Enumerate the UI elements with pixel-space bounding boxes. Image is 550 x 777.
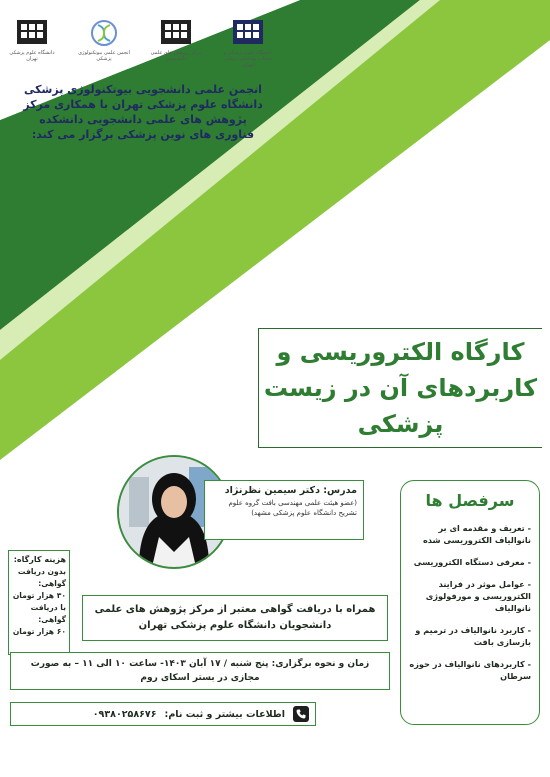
biotech-dna-icon	[87, 18, 121, 48]
workshop-title	[264, 334, 537, 442]
logo-tums-2	[150, 18, 202, 62]
logo-tums-3	[223, 18, 273, 68]
logos-row	[9, 18, 273, 76]
phone-glyph-icon	[295, 708, 307, 720]
syllabus-item: - کاربرد نانوالیاف در ترمیم و بازسازی بافت	[415, 625, 531, 647]
registration-label: اطلاعات بیشتر و ثبت نام:	[164, 708, 285, 720]
schedule-text: زمان و نحوه برگزاری: پنج شنبه / ۱۷ آبان ۱۴۰۳- ساعت ۱۰ الی ۱۱ – به صورت مجازی در بستر اسکای روم	[30, 659, 370, 683]
fee-without-cert-price: ۳۰ هزار تومان	[12, 591, 66, 600]
registration-box	[10, 702, 316, 726]
title-line-3: پزشکی	[357, 410, 444, 438]
fee-without-cert-label: بدون دریافت گواهی:	[17, 567, 66, 588]
syllabus-heading: سرفصل ها	[425, 491, 515, 510]
syllabus-item: - معرفی دستگاه الکتروریسی	[413, 557, 531, 567]
logo-caption: مرکز پژوهش های علمی دانشجویی	[150, 50, 202, 62]
logo-biotech	[78, 18, 130, 62]
logo-caption: دانشگاه علوم پزشکی و خدمات بهداشتی درمانی تهران	[223, 50, 273, 68]
organizer-text: انجمن علمی دانشجویی بیوتکنولوژی پزشکی دانشگاه علوم پزشکی تهران با همکاری مرکز پژوهش های علمی دانشجویی دانشکده فناوری های نوین پزشکی برگزار می کند:	[23, 83, 263, 141]
certificate-text: همراه با دریافت گواهی معتبر از مرکز پژوهش های علمی دانشجویان دانشگاه علوم پزشکی تهران	[94, 604, 376, 631]
logo-tums-1	[10, 18, 54, 62]
syllabus-item: - عوامل موثر در فرایند الکتروریسی و مورفولوژی نانوالیاف	[425, 579, 531, 613]
title-line-1: کارگاه الکتروریسی و	[276, 338, 525, 366]
syllabus-item: - کاربردهای نانوالیاف در حوزه سرطان	[409, 659, 531, 681]
title-line-2: کاربردهای آن در زیست	[263, 374, 538, 402]
instructor-name: مدرس: دکتر سیمین نظرنژاد	[224, 485, 357, 496]
fee-title: هزینه کارگاه:	[13, 555, 66, 564]
phone-icon	[293, 706, 309, 722]
university-emblem-icon	[231, 18, 265, 48]
instructor-affiliation: (عضو هیئت علمی مهندسی بافت گروه علوم تشریح دانشگاه علوم پزشکی مشهد)	[228, 499, 357, 517]
logo-caption: دانشگاه علوم پزشکی تهران	[9, 50, 55, 62]
schedule-box	[10, 652, 390, 690]
university-emblem-icon	[15, 18, 49, 48]
fee-with-cert-price: ۶۰ هزار تومان	[12, 627, 66, 636]
certificate-box	[82, 595, 388, 641]
workshop-title-box	[258, 328, 542, 448]
syllabus-item: - تعریف و مقدمه ای بر نانوالیاف الکتروریسی شده	[422, 523, 531, 545]
fee-with-cert-label: با دریافت گواهی:	[30, 603, 66, 624]
registration-phone[interactable]: ۰۹۳۸۰۲۵۸۶۷۶	[92, 708, 157, 720]
fee-box	[8, 550, 70, 655]
logo-caption: انجمن علمی بیوتکنولوژی پزشکی	[78, 50, 130, 62]
syllabus-box	[400, 480, 540, 725]
instructor-info-box	[204, 480, 364, 540]
university-emblem-icon	[159, 18, 193, 48]
